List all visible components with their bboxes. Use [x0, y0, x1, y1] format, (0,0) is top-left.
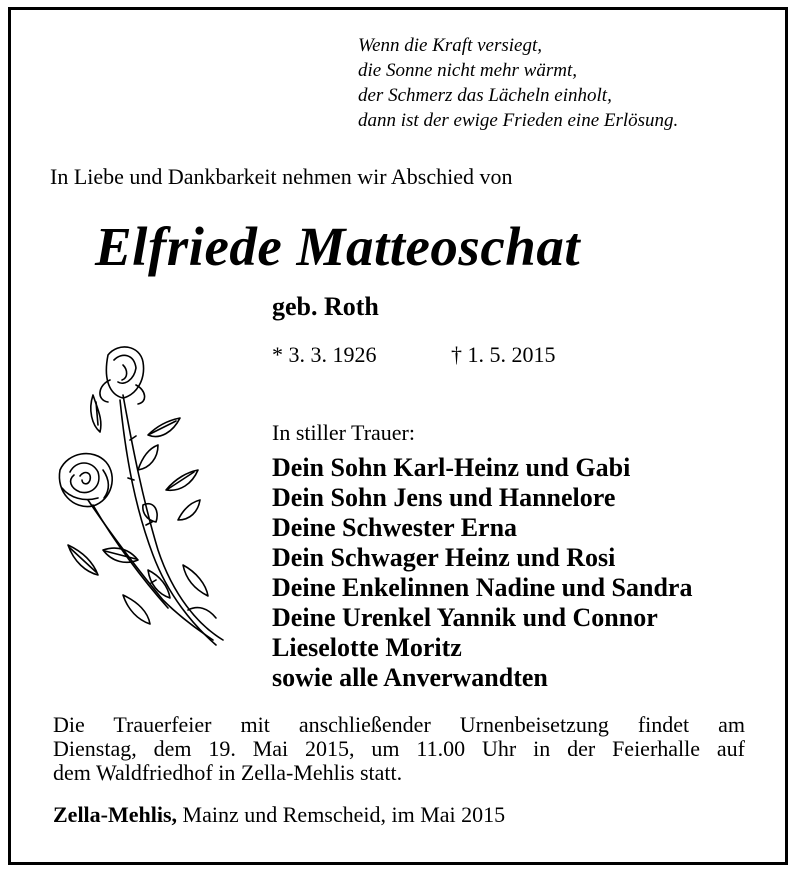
mourner: Deine Enkelinnen Nadine und Sandra: [272, 573, 693, 602]
place-rest: Mainz und Remscheid, im Mai 2015: [177, 802, 506, 827]
rose-illustration: [48, 340, 228, 650]
intro-text: In Liebe und Dankbarkeit nehmen wir Abschied von: [50, 164, 513, 189]
mourner: Deine Urenkel Yannik und Connor: [272, 603, 658, 632]
poem-line: der Schmerz das Lächeln einholt,: [358, 85, 612, 106]
ceremony-line: Die Trauerfeier mit anschließender Urnenbeisetzung findet am: [53, 712, 745, 737]
poem-line: die Sonne nicht mehr wärmt,: [358, 60, 578, 81]
ceremony-line: dem Waldfriedhof in Zella-Mehlis statt.: [53, 760, 403, 785]
mourner: sowie alle Anverwandten: [272, 663, 548, 692]
mourner: Dein Schwager Heinz und Rosi: [272, 543, 616, 572]
poem-line: Wenn die Kraft versiegt,: [358, 35, 542, 56]
mourner: Deine Schwester Erna: [272, 513, 518, 542]
ceremony-line: Dienstag, dem 19. Mai 2015, um 11.00 Uhr in der Feierhalle auf: [53, 736, 745, 761]
deceased-name: Elfriede Matteoschat: [95, 216, 581, 277]
mourning-label: In stiller Trauer:: [272, 420, 415, 445]
mourner: Lieselotte Moritz: [272, 633, 462, 662]
place-date-line: [53, 801, 505, 829]
life-dates: [272, 341, 556, 369]
mourner: Dein Sohn Jens und Hannelore: [272, 483, 616, 512]
poem-line: dann ist der ewige Frieden eine Erlösung.: [358, 110, 679, 131]
poem: [358, 33, 678, 133]
mourners-list: [272, 453, 692, 693]
mourner: Dein Sohn Karl-Heinz und Gabi: [272, 453, 631, 482]
place-bold: Zella-Mehlis,: [53, 802, 178, 827]
birth-date: * 3. 3. 1926: [272, 342, 377, 367]
ceremony-text: [53, 713, 745, 785]
death-date: † 1. 5. 2015: [451, 342, 556, 367]
maiden-name: geb. Roth: [272, 292, 379, 321]
